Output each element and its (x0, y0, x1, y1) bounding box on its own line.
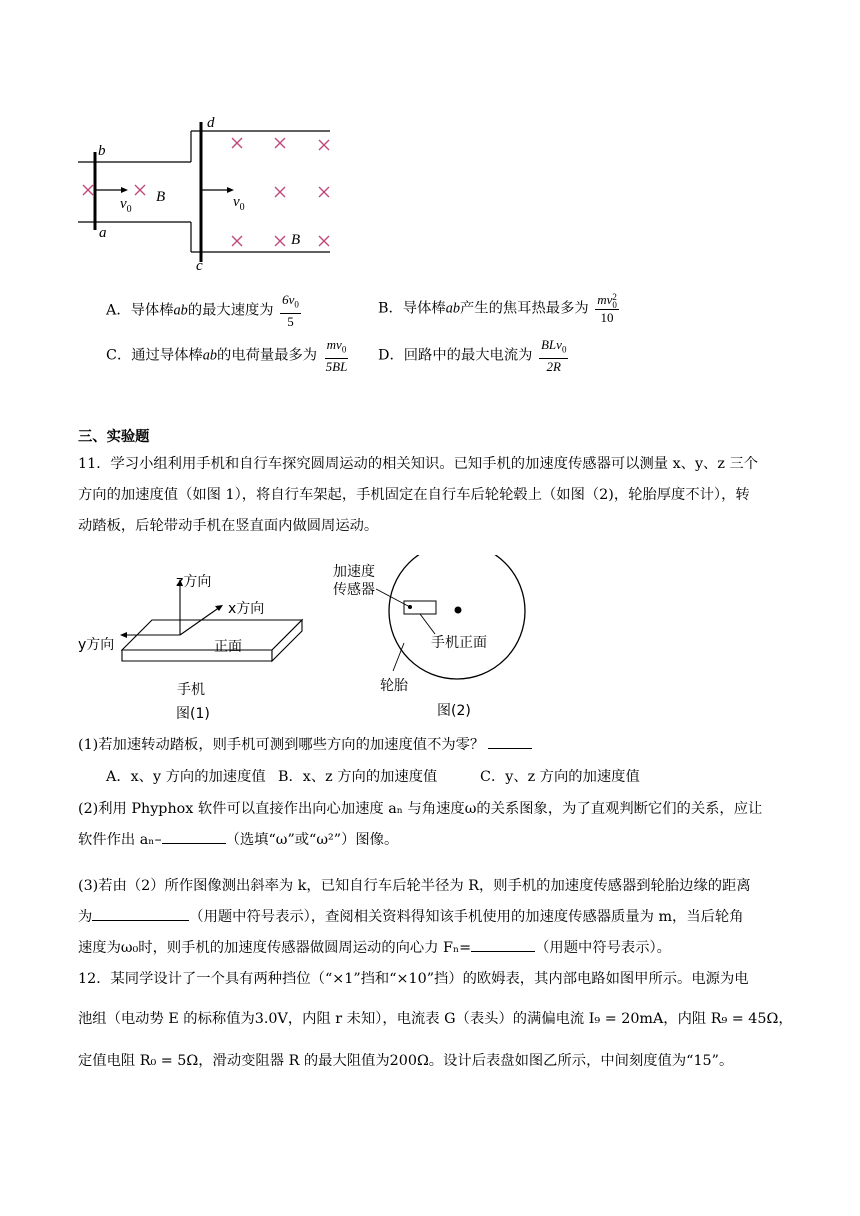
label-c: c (196, 258, 203, 274)
option-d[interactable]: D．回路中的最大电流为 $\frac{BLv_0}{2R}$ (378, 337, 567, 374)
q12-line2: 池组（电动势 E 的标称值为3.0V，内阻 r 未知），电流表 G（表头）的满偏电流 I₉ = 20mA，内阻 R₉ = 45Ω， (78, 1011, 793, 1027)
label-front: 正面 (214, 639, 242, 655)
q12-line1: 12．某同学设计了一个具有两种挡位（“×1”挡和“×10”挡）的欧姆表，其内部电路如图甲所示。电源为电 (78, 971, 749, 987)
q11-line2: 方向的加速度值（如图 1），将自行车架起，手机固定在自行车后轮轮毂上（如图（2)，轮胎厚度不计），转 (78, 487, 750, 503)
label-sensor-2: 传感器 (333, 582, 375, 598)
label-phone: 手机 (177, 682, 205, 698)
q11-part2-line1: (2)利用 Phyphox 软件可以直接作出向心加速度 aₙ 与角速度ω的关系图象，为了直观判断它们的关系，应让 (78, 801, 763, 817)
label-x-direction: x方向 (228, 601, 265, 617)
fraction: $\frac{6v_0}{5}$ (282, 292, 299, 329)
rail-field-diagram (70, 110, 340, 280)
q11-option-a[interactable]: A．x、y 方向的加速度值 (106, 769, 266, 785)
fraction: $\frac{BLv_0}{2R}$ (540, 337, 567, 374)
q11-line1: 11．学习小组利用手机和自行车探究圆周运动的相关知识。已知手机的加速度传感器可以测量 x、y、z 三个 (78, 456, 759, 472)
q11-option-c[interactable]: C．y、z 方向的加速度值 (480, 769, 640, 785)
answer-blank-3[interactable] (92, 919, 189, 921)
label-B-right: B (291, 232, 301, 248)
answer-blank-4[interactable] (471, 950, 535, 952)
q11-option-b[interactable]: B．x、z 方向的加速度值 (278, 769, 438, 785)
q11-part2-line2: 软件作出 aₙ– （选填“ω”或“ω²”）图像。 (78, 832, 399, 848)
label-v0-left: $v_0$ (120, 196, 132, 215)
fraction: mv 2 0 10 (597, 292, 617, 326)
label-z-direction: z方向 (176, 574, 212, 590)
option-b[interactable]: B．导体棒ab产生的焦耳热最多为 mv 2 0 10 (378, 292, 617, 326)
section-heading: 三、实验题 (78, 429, 150, 445)
label-d: d (207, 115, 215, 131)
option-c[interactable]: C．通过导体棒ab的电荷量最多为 $\frac{mv_0}{5BL}$ (106, 337, 348, 374)
q11-part3-line3: 速度为ω₀时，则手机的加速度传感器做圆周运动的向心力 Fₙ= （用题中符号表示）。 (78, 940, 671, 956)
q11-part3-line1: (3)若由（2）所作图像测出斜率为 k，已知自行车后轮半径为 R，则手机的加速度传感器到轮胎边缘的距离 (78, 878, 751, 894)
q11-part3-line2: 为 （用题中符号表示），查阅相关资料得知该手机使用的加速度传感器质量为 m，当后轮角 (78, 909, 744, 925)
label-y-direction: y方向 (78, 637, 115, 653)
option-a[interactable]: A．导体棒ab的最大速度为 $\frac{6v_0}{5}$ (106, 292, 299, 329)
answer-blank-2[interactable] (162, 842, 226, 844)
label-tire: 轮胎 (380, 678, 408, 694)
label-v0-right: $v_0$ (233, 194, 245, 213)
label-a: a (99, 225, 107, 241)
figure-1-caption: 图(1) (176, 706, 210, 722)
answer-blank-1[interactable] (488, 747, 532, 749)
label-b: b (98, 143, 106, 159)
q11-part1: (1)若加速转动踏板，则手机可测到哪些方向的加速度值不为零？ (78, 734, 532, 754)
label-phone-front: 手机正面 (431, 635, 487, 651)
fraction: $\frac{mv_0}{5BL}$ (325, 337, 348, 374)
q11-line3: 动踏板，后轮带动手机在竖直面内做圆周运动。 (78, 518, 379, 534)
label-B-left: B (156, 189, 166, 205)
figure-2-caption: 图(2) (437, 703, 471, 719)
label-sensor-1: 加速度 (333, 564, 375, 580)
q12-line3: 定值电阻 R₀ = 5Ω，滑动变阻器 R 的最大阻值为200Ω。设计后表盘如图乙所示，中间刻度值为“15”。 (78, 1053, 734, 1069)
